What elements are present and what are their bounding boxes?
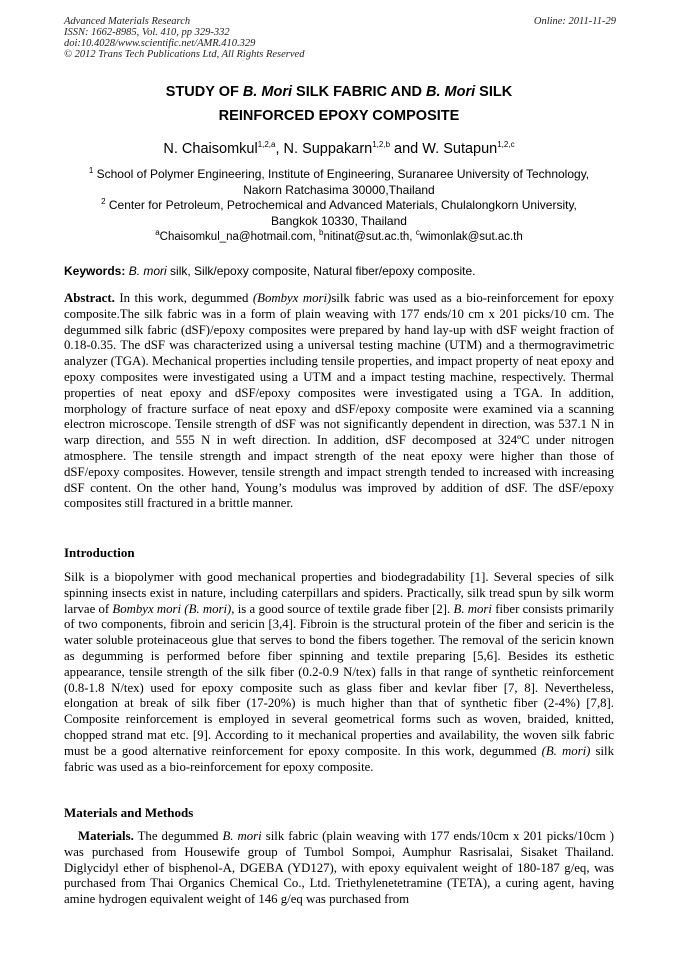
online-date: Online: 2011-11-29	[533, 16, 616, 27]
journal-name: Advanced Materials Research	[64, 16, 191, 27]
issn-line: ISSN: 1662-8985, Vol. 410, pp 329-332	[64, 27, 230, 38]
copyright-line: © 2012 Trans Tech Publications Ltd, All Rights Reserved	[64, 49, 305, 60]
journal-header	[64, 16, 304, 60]
keywords: Keywords: B. mori silk, Silk/epoxy composite, Natural fiber/epoxy composite.	[64, 264, 476, 278]
doi-line: doi:10.4028/www.scientific.net/AMR.410.329	[64, 38, 256, 49]
introduction-heading: Introduction	[64, 545, 135, 560]
author-emails: $^a$Chaisomkul_na@hotmail.com, $^b$nitinat@sut.ac.th, $^c$wimonlak@sut.ac.th	[155, 228, 523, 243]
methods-heading: Materials and Methods	[64, 805, 194, 820]
affiliation-2: $^2$ Center for Petroleum, Petrochemical and Advanced Materials, Chulalongkorn University, Bangkok 10330, Thailand	[101, 197, 577, 228]
abstract: Abstract. In this work, degummed (Bombyx mori)silk fabric was used as a bio-reinforcement for epoxy composite.The silk fabric was in a form of plain weaving with 177 ends/10 cm x 201 picks/10 cm. The degummed silk fabric (dSF)/epoxy composites were prepared by hand lay-up with dSF weight fraction of 0.18-0.35. The dSF was characterized using a universal testing machine (UTM) and a thermogravimetric analyzer (TGA). Mechanical properties including tensile properties, and impact property of neat epoxy and epoxy composites were investigated using a UTM and a impact testing machine, respectively. Thermal properties of neat epoxy and dSF/epoxy composites were investigated using a TGA. In addition, morphology of fracture surface of neat epoxy and dSF/epoxy composite were examined via a scanning electron microscope. Tensile strength of dSF was not significantly dependent in direction, was 537.1 N in warp direction, and 555 N in weft direction. In addition, dSF decomposed at 324ºC under nitrogen atmosphere. The tensile strength and impact strength of the neat epoxy were higher than those of dSF/epoxy composites. However, tensile strength and impact strength tended to increased with increasing dSF content. On the other hand, Young’s modulus was improved by addition of dSF. The dSF/epoxy composites still fractured in a brittle manner.	[64, 291, 614, 511]
paper-title-line-1: STUDY OF B. Mori SILK FABRIC AND B. Mori SILK	[165, 84, 513, 100]
materials-body: Materials. The degummed B. mori silk fabric (plain weaving with 177 ends/10cm x 201 picks/10cm ) was purchased from Housewife group of Tumbol Sompoi, Aumphur Rasrisalai, Sisaket Thailand. Diglycidyl ether of bisphenol-A, DGEBA (YD127), with epoxy equivalent weight of 180-187 g/eq, was purchased from Thai Organics Chemical Co., Ltd. Triethylenetetramine (TETA), a curing agent, having amine hydrogen equivalent weight of 146 g/eq was purchased from	[64, 829, 614, 907]
affiliation-1: $^1$ School of Polymer Engineering, Institute of Engineering, Suranaree University of Technology, Nakorn Ratchasima 30000,Thailand	[88, 166, 590, 197]
author-list: N. Chaisomkul$^{1,2,a}$, N. Suppakarn$^{1,2,b}$ and W. Sutapun$^{1,2,c}$	[163, 140, 515, 157]
introduction-body: Silk is a biopolymer with good mechanical properties and biodegradability [1]. Several species of silk spinning insects exist in nature, including caterpillars and spiders. Practically, silk tread spun by silk worm larvae of Bombyx mori (B. mori), is a good source of textile grade fiber [2]. B. mori fiber consists primarily of two components, fibroin and sericin [3,4]. Fibroin is the structural protein of the fiber and sericin is the water soluble proteinaceous glue that serves to bond the fibers together. The removal of the sericin known as degumming is performed before fiber spinning and textile preparing [5,6]. Besides its esthetic appearance, tensile strength of the silk fiber (0.2-0.9 N/tex) falls in that range of synthetic reinforcement (0.8-1.8 N/tex) used for epoxy composite such as glass fiber and kevlar fiber [7, 8]. Nevertheless, elongation at break of silk fiber (17-20%) is much higher than that of synthetic fiber (2-4%) [7,8]. Composite reinforcement is employed in several geometrical forms such as woven, braided, knitted, chopped strand mat etc. [9]. According to it mechanical properties and availability, the woven silk fabric must be a good alternative reinforcement for epoxy composite. In this work, degummed (B. mori) silk fabric was used as a bio-reinforcement for epoxy composite.	[64, 570, 615, 774]
paper-title-line-2: REINFORCED EPOXY COMPOSITE	[218, 108, 460, 124]
